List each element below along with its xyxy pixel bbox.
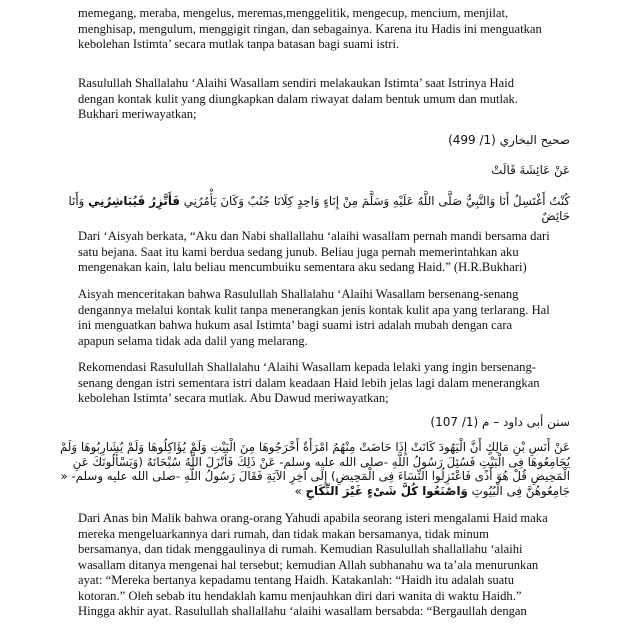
arabic-source-bukhari: صحيح البخاري (1/ 499) [448, 133, 570, 147]
paragraph-rasulullah-istimta: Rasulullah Shallalahu ‘Alaihi Wasallam sendiri melakaukan Istimta’ saat Istrinya Haid dengan kontak kulit yang diungkapkan dalam riwayat dalam bentuk umum dan mutlak. Bukhari meriwayatkan; [78, 76, 518, 121]
paragraph-translation-aisyah: Dari ‘Aisyah berkata, “Aku dan Nabi shallallahu ‘alaihi wasallam pernah mandi bersama dari satu bejana. Saat itu kami berdua sedang junub. Beliau juga pernah memerintahkan aku mengenakan kain, lalu beliau mencumbuiku sementara aku sedang Haid.” (H.R.Bukhari) [78, 229, 550, 274]
arabic-hadith-bukhari [50, 194, 570, 224]
paragraph-istimta-acts: memegang, meraba, mengelus, meremas,menggelitik, mengecup, mencium, menjilat, menghisap, mengulum, menggigit ringan, dan sebagainya. Karena itu Hadis ini menguatkan kebolehan Istimta’ secara mutlak tanpa batasan bagi suami istri. [78, 6, 542, 51]
paragraph-recommendation: Rekomendasi Rasulullah Shallalahu ‘Alaihi Wasallam kepada lelaki yang ingin bersenang- senang dengan istri sementara istri dalam keadaan Haid lebih jelas lagi dalam menerangkan kebolehan Istimta’ secara mutlak. Abu Dawud meriwayatkan; [78, 360, 540, 405]
arabic-hadith-bukhari-part1: كُنْتُ أَغْتَسِلُ أَنَا وَالنَّبِيُّ صَلَّى اللَّهُ عَلَيْهِ وَسَلَّمَ مِنْ إِنَاءٍ وَاحِدٍ كِلَانَا جُنُبٌ وَكَانَ يَأْمُرُنِي [180, 194, 570, 208]
paragraph-aisyah-narration: Aisyah menceritakan bahwa Rasulullah Shallalahu ‘Alaihi Wasallam bersenang-senang dengannya melalui kontak kulit tanpa menerangkan jenis kontak kulit apa yang terlarang. Hal ini menguatkan bahwa hukum asal Istimta’ bagi suami istri adalah mubah dengan cara apapun selama tidak ada dalil yang melarang. [78, 287, 550, 348]
arabic-chain-aisyah: عَنْ عَائِشَةَ قَالَتْ [491, 163, 570, 177]
arabic-hadith-abu-dawud-bold: وَاصْنَعُوا كُلَّ شَىْءٍ غَيْرَ النِّكَاحِ [305, 483, 468, 498]
arabic-hadith-abu-dawud [50, 440, 570, 498]
arabic-hadith-abu-dawud-end: » [294, 483, 306, 498]
arabic-source-abu-dawud: سنن أبى داود – م (1/ 107) [430, 415, 570, 429]
arabic-hadith-bukhari-bold: فَأَتَّزِرُ فَيُبَاشِرُنِي [88, 194, 180, 208]
arabic-hadith-bukhari-end: وَأَنَا حَائِضٌ [68, 194, 570, 223]
paragraph-anas-narration: Dari Anas bin Malik bahwa orang-orang Yahudi apabila seorang isteri mengalami Haid maka mereka mengeluarkannya dari rumah, dan tidak makan bersamanya, tidak minum bersamanya, dan tidak menggaulinya di rumah. Kemudian Rasulullah shallallahu ‘alaihi wasallam ditanya mengenai hal tersebut; kemudian Allah subhanahu wa ta’ala menurunkan ayat: “Mereka bertanya kepadamu tentang Haidh. Katakanlah: “Haidh itu adalah suatu kotoran.” Oleh sebab itu hendaklah kamu menjauhkan diri dari wanita di waktu Haidh.” Hingga akhir ayat. Rasulullah shallallahu ‘alaihi wasallam bersabda: “Bergaullah dengan [78, 511, 548, 618]
arabic-hadith-abu-dawud-part1: عَنْ أَنَسِ بْنِ مَالِكٍ أَنَّ الْيَهُودَ كَانَتْ إِذَا حَاضَتْ مِنْهُمُ امْرَأَةٌ أَخْرَجُوهَا مِنَ الْبَيْتِ وَلَمْ يُؤَاكِلُوهَا وَلَمْ يُشَارِبُوهَا وَلَمْ يُجَامِعُوهَا فِى الْبَيْتِ فَسُئِلَ رَسُولُ اللَّهِ -صلى الله عليه وسلم- عَنْ ذَلِكَ فَأَنْزَلَ اللَّهُ سُبْحَانَهُ (وَيَسْأَلُونَكَ عَنِ الْمَحِيضِ قُلْ هُوَ أَذًى فَاعْتَزِلُوا النِّسَاءَ فِى الْمَحِيضِ) إِلَى آخِرِ الآيَةِ فَقَالَ رَسُولُ اللَّهِ -صلى الله عليه وسلم- « جَامِعُوهُنَّ فِى الْبُيُوتِ [59, 440, 570, 498]
